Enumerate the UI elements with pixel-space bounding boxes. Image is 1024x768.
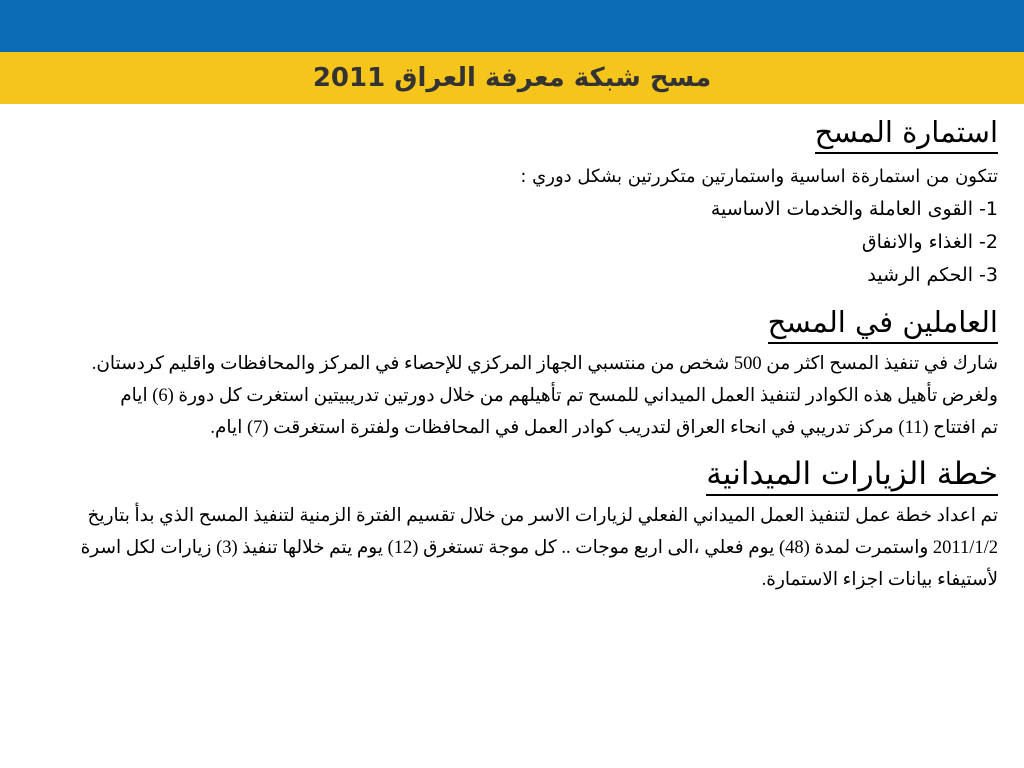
field-visits-paragraph: تم اعداد خطة عمل لتنفيذ العمل الميداني الفعلي لزيارات الاسر من خلال تقسيم الفترة الزمنية لتنفيذ المسح الذي بدأ بتاريخ 2011/1/2 واستمرت لمدة (48) يوم فعلي ،الى اربع موجات .. كل موجة تستغرق (12) يوم يتم خلالها تنفيذ (3) زيارات لكل اسرة لأستيفاء بيانات اجزاء الاستمارة. bbox=[80, 506, 998, 590]
survey-form-heading: استمارة المسح bbox=[26, 112, 998, 154]
survey-form-item: 1- القوى العاملة والخدمات الاساسية bbox=[710, 198, 998, 220]
survey-form-item: 3- الحكم الرشيد bbox=[867, 264, 998, 286]
survey-workers-paragraph: ولغرض تأهيل هذه الكوادر لتنفيذ العمل الميداني للمسح تم تأهيلهم من خلال دورتين تدريبيتين استغرت كل دورة (6) ايام bbox=[120, 386, 998, 406]
slide-content bbox=[26, 112, 998, 596]
survey-form-item: 2- الغذاء والانفاق bbox=[861, 231, 998, 253]
title-band bbox=[0, 52, 1024, 104]
field-visits-heading: خطة الزيارات الميدانية bbox=[26, 454, 998, 496]
survey-workers-paragraph: تم افتتاح (11) مركز تدريبي في انحاء العراق لتدريب كوادر العمل في المحافظات ولفترة استغرقت (7) ايام. bbox=[210, 418, 998, 438]
survey-workers-paragraph: شارك في تنفيذ المسح اكثر من 500 شخص من منتسبي الجهاز المركزي للإحصاء في المركز والمحافظات واقليم كردستان. bbox=[91, 354, 998, 374]
page-title: مسح شبكة معرفة العراق 2011 bbox=[312, 63, 712, 93]
survey-workers-heading: العاملين في المسح bbox=[26, 302, 998, 344]
survey-form-intro: تتكون من استمارةة اساسية واستمارتين متكررتين بشكل دوري : bbox=[520, 166, 998, 187]
top-blue-band bbox=[0, 0, 1024, 52]
